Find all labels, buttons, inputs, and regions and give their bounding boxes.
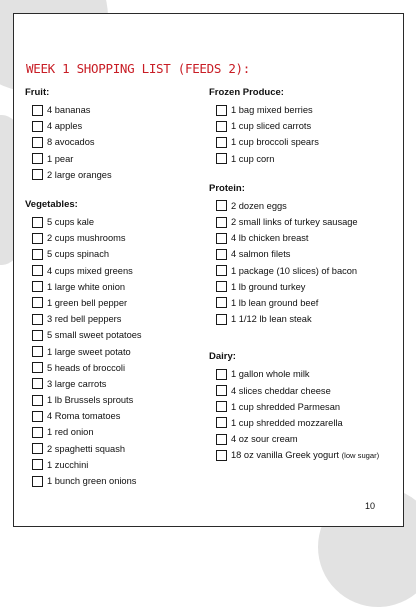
item-label: 4 bananas [47,105,91,116]
item-label: 1 1/12 lb lean steak [231,314,312,325]
list-item [25,311,205,327]
protein-section [209,181,397,328]
checkbox[interactable] [216,105,227,116]
list-item [209,102,397,118]
list-item [209,279,397,295]
checkbox[interactable] [216,249,227,260]
item-label: 1 bag mixed berries [231,105,313,116]
item-label: 1 red onion [47,427,94,438]
list-item [209,415,397,431]
checkbox[interactable] [216,314,227,325]
list-item [25,295,205,311]
list-item [209,151,397,167]
item-label: 4 slices cheddar cheese [231,385,331,396]
item-label: 4 salmon filets [231,249,291,260]
section-heading-protein: Protein: [209,182,245,194]
checkbox[interactable] [32,459,43,470]
list-item [25,441,205,457]
list-item [25,408,205,424]
checkbox[interactable] [216,121,227,132]
list-item [25,424,205,440]
item-label: 3 large carrots [47,378,107,389]
fruit-section [25,85,205,183]
item-label: 1 zucchini [47,459,89,470]
item-label: 4 oz sour cream [231,434,298,445]
checkbox[interactable] [216,417,227,428]
checkbox[interactable] [216,434,227,445]
list-item [209,382,397,398]
checkbox[interactable] [216,401,227,412]
item-label: 1 lb ground turkey [231,281,306,292]
list-item [209,311,397,327]
list-item [25,473,205,489]
checkbox[interactable] [216,281,227,292]
section-gap [209,327,397,349]
vegetables-section [25,197,205,489]
list-item [25,360,205,376]
section-heading-vegetables: Vegetables: [25,198,78,210]
item-label: 5 small sweet potatoes [47,330,142,341]
item-label: 1 gallon whole milk [231,369,310,380]
item-label: 2 cups mushrooms [47,233,126,244]
item-label: 1 cup broccoli spears [231,137,319,148]
checkbox[interactable] [216,217,227,228]
list-item [25,214,205,230]
list-item [25,343,205,359]
item-label: 1 package (10 slices) of bacon [231,265,358,276]
item-label: 2 large oranges [47,169,112,180]
list-item [209,246,397,262]
checkbox[interactable] [32,314,43,325]
checkbox[interactable] [216,385,227,396]
left-column [25,85,205,489]
item-label: 4 Roma tomatoes [47,411,121,422]
list-item [209,230,397,246]
checkbox[interactable] [32,121,43,132]
page-number: 10 [364,501,375,511]
item-label: 1 cup shredded Parmesan [231,401,341,412]
checkbox[interactable] [32,169,43,180]
item-label: 5 cups spinach [47,249,110,260]
checkbox[interactable] [32,395,43,406]
section-gap [25,183,205,197]
list-item [25,327,205,343]
checkbox[interactable] [32,411,43,422]
item-label: 1 large white onion [47,281,126,292]
item-label: 18 oz vanilla Greek yogurt [231,450,340,461]
checkbox[interactable] [216,153,227,164]
list-item [25,118,205,134]
checkbox[interactable] [32,476,43,487]
checkbox[interactable] [32,265,43,276]
list-item [209,399,397,415]
item-label: 1 large sweet potato [47,346,131,357]
list-item [209,118,397,134]
checkbox[interactable] [32,281,43,292]
item-label: 1 pear [47,153,74,164]
list-item [25,457,205,473]
item-label: 1 green bell pepper [47,297,128,308]
checkbox[interactable] [32,217,43,228]
section-gap [209,167,397,181]
list-item [209,134,397,150]
checkbox[interactable] [216,200,227,211]
item-label: 5 cups kale [47,217,95,228]
dairy-section [209,349,397,463]
list-item [209,366,397,382]
section-heading-fruit: Fruit: [25,87,50,98]
list-item [25,392,205,408]
checkbox[interactable] [32,153,43,164]
list-item [25,263,205,279]
frozen-section [209,85,397,167]
item-label: 1 cup shredded mozzarella [231,417,343,428]
list-item [209,431,397,447]
checkbox[interactable] [32,362,43,373]
checkbox[interactable] [216,369,227,380]
checkbox[interactable] [32,443,43,454]
page-title: WEEK 1 SHOPPING LIST (FEEDS 2): [26,61,250,76]
list-item [25,376,205,392]
list-item [25,134,205,150]
item-label: 1 lb Brussels sprouts [47,395,134,406]
checkbox[interactable] [32,249,43,260]
list-item [25,102,205,118]
item-label: 1 cup corn [231,153,275,164]
item-label: 2 small links of turkey sausage [231,217,358,228]
list-item [209,263,397,279]
list-item [209,295,397,311]
item-label: 4 cups mixed greens [47,265,133,276]
checkbox[interactable] [216,297,227,308]
list-item [209,198,397,214]
item-label: 2 spaghetti squash [47,443,126,454]
list-item [25,246,205,262]
item-label: 1 cup sliced carrots [231,121,312,132]
checkbox[interactable] [216,233,227,244]
checkbox[interactable] [32,105,43,116]
item-label: 4 lb chicken breast [231,233,309,244]
item-label: 2 dozen eggs [231,200,287,211]
checkbox[interactable] [32,427,43,438]
list-item [25,230,205,246]
checkbox[interactable] [32,378,43,389]
checkbox[interactable] [32,233,43,244]
item-label: 1 lb lean ground beef [231,297,319,308]
checkbox[interactable] [216,265,227,276]
item-label: 8 avocados [47,137,95,148]
list-item [25,279,205,295]
checkbox[interactable] [32,297,43,308]
list-item [25,151,205,167]
list-item [25,167,205,183]
right-column [209,85,397,463]
item-label: 3 red bell peppers [47,314,122,325]
list-item [209,447,397,463]
section-heading-dairy: Dairy: [209,351,236,363]
checkbox[interactable] [32,346,43,357]
item-note: (low sugar) [341,450,380,460]
section-heading-frozen: Frozen Produce: [209,87,284,98]
checkbox[interactable] [32,137,43,148]
checkbox[interactable] [216,137,227,148]
checkbox[interactable] [32,330,43,341]
page-frame [13,13,404,527]
item-label: 1 bunch green onions [47,476,137,487]
checkbox[interactable] [216,450,227,461]
item-label: 4 apples [47,121,83,132]
item-label: 5 heads of broccoli [47,362,126,373]
list-item [209,214,397,230]
